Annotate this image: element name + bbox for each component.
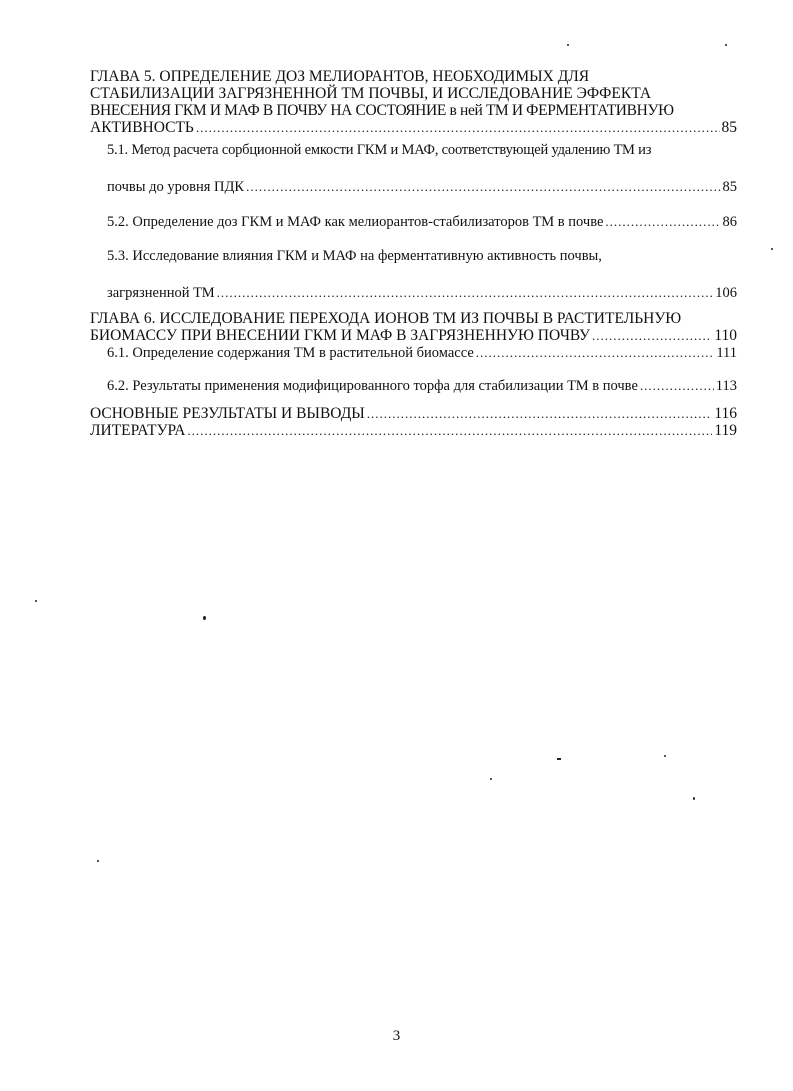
- dot-leader: [187, 422, 712, 439]
- page-ref: 116: [714, 405, 737, 422]
- page-number: 3: [392, 1028, 401, 1044]
- page-ref: 111: [716, 345, 737, 361]
- scan-speck: [567, 44, 569, 46]
- section-title-last-line: [107, 284, 737, 302]
- dot-leader: [217, 284, 714, 301]
- toc-section-5-3: [90, 248, 737, 302]
- scan-speck: [35, 600, 37, 602]
- toc-chapter-5: [90, 68, 737, 136]
- page-ref: 106: [715, 285, 737, 301]
- toc-section-5-1: [90, 142, 737, 196]
- chapter-5-title-last-line: [90, 119, 737, 136]
- section-title-end: 5.2. Определение доз ГКМ и МАФ как мелиорантов-стабилизаторов ТМ в почве: [107, 214, 604, 230]
- section-title-last-line: [107, 178, 737, 196]
- page-ref: 85: [722, 179, 737, 195]
- page-ref: 119: [714, 422, 737, 439]
- scan-speck: [203, 616, 206, 620]
- results-title: ОСНОВНЫЕ РЕЗУЛЬТАТЫ И ВЫВОДЫ: [90, 405, 365, 422]
- chapter-6-title-end: БИОМАССУ ПРИ ВНЕСЕНИИ ГКМ И МАФ В ЗАГРЯЗНЕННУЮ ПОЧВУ: [90, 327, 590, 344]
- toc-section-5-2: [90, 213, 737, 231]
- dot-leader: [592, 327, 712, 344]
- page-ref: 113: [715, 378, 737, 394]
- section-title-end: 6.1. Определение содержания ТМ в растительной биомассе: [107, 345, 474, 361]
- results-line: [90, 405, 737, 422]
- scan-speck: [97, 860, 99, 862]
- section-title-line: 5.1. Метод расчета сорбционной емкости ГКМ и МАФ, соответствующей удалению ТМ из: [107, 142, 652, 158]
- scan-speck: [664, 755, 666, 757]
- chapter-5-title-line: ГЛАВА 5. ОПРЕДЕЛЕНИЕ ДОЗ МЕЛИОРАНТОВ, НЕОБХОДИМЫХ ДЛЯ: [90, 68, 590, 85]
- toc-section-6-1: [90, 344, 737, 362]
- dot-leader: [640, 377, 714, 394]
- dot-leader: [367, 405, 713, 422]
- section-title-line: 5.3. Исследование влияния ГКМ и МАФ на ферментативную активность почвы,: [107, 248, 602, 264]
- section-title-end: почвы до уровня ПДК: [107, 179, 245, 195]
- toc-section-6-2: [90, 377, 737, 395]
- literature-line: [90, 422, 737, 439]
- section-title-last-line: [107, 377, 737, 395]
- chapter-5-title-end: АКТИВНОСТЬ: [90, 119, 194, 136]
- literature-title: ЛИТЕРАТУРА: [90, 422, 186, 439]
- scan-speck: [490, 778, 492, 780]
- chapter-5-title-line: ВНЕСЕНИЯ ГКМ И МАФ В ПОЧВУ НА СОСТОЯНИЕ в ней ТМ И ФЕРМЕНТАТИВНУЮ: [90, 102, 674, 119]
- section-title-end: загрязненной ТМ: [107, 285, 215, 301]
- chapter-6-title-line: ГЛАВА 6. ИССЛЕДОВАНИЕ ПЕРЕХОДА ИОНОВ ТМ ИЗ ПОЧВЫ В РАСТИТЕЛЬНУЮ: [90, 310, 682, 327]
- section-title-end: 6.2. Результаты применения модифицированного торфа для стабилизации ТМ в почве: [107, 378, 638, 394]
- toc-results: [90, 405, 737, 422]
- scan-speck: [725, 44, 727, 46]
- dot-leader: [476, 344, 715, 361]
- section-title-last-line: [107, 344, 737, 362]
- chapter-6-title-last-line: [90, 327, 737, 344]
- table-of-contents: [90, 68, 737, 439]
- dot-leader: [605, 213, 720, 230]
- toc-literature: [90, 422, 737, 439]
- dot-leader: [246, 178, 720, 195]
- scan-speck: [771, 248, 773, 250]
- page-ref: 86: [722, 214, 737, 230]
- page-ref: 85: [721, 119, 737, 136]
- scan-speck: [557, 758, 561, 760]
- section-title-last-line: [107, 213, 737, 231]
- chapter-5-title-line: СТАБИЛИЗАЦИИ ЗАГРЯЗНЕННОЙ ТМ ПОЧВЫ, И ИССЛЕДОВАНИЕ ЭФФЕКТА: [90, 85, 652, 102]
- dot-leader: [196, 119, 720, 136]
- toc-chapter-6: [90, 310, 737, 344]
- scan-speck: [693, 797, 695, 800]
- page-ref: 110: [714, 327, 737, 344]
